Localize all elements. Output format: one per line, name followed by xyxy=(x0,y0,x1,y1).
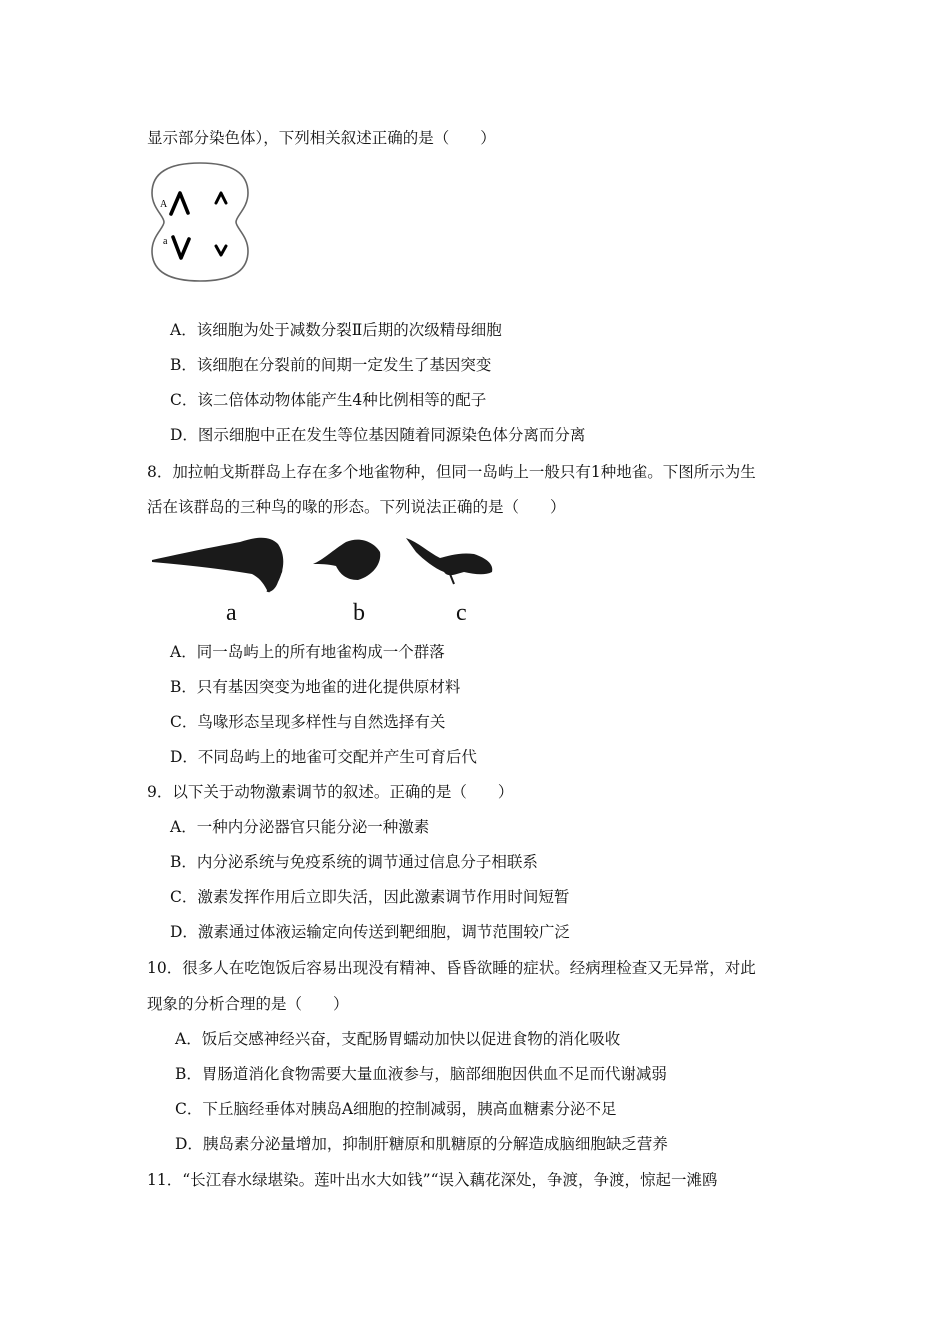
q9-option-b: B．内分泌系统与免疫系统的调节通过信息分子相联系 xyxy=(170,853,538,871)
chromosome-lower-right xyxy=(216,246,226,255)
q8-option-a: A．同一岛屿上的所有地雀构成一个群落 xyxy=(170,643,445,661)
beak-label-c: c xyxy=(456,600,467,626)
q8-option-b: B．只有基因突变为地雀的进化提供原材料 xyxy=(170,678,461,696)
allele-label-lower: a xyxy=(163,236,168,247)
chromosome-upper-left xyxy=(171,193,188,214)
q10-stem-line2: 现象的分析合理的是（ ） xyxy=(147,995,349,1013)
q8-stem-line2: 活在该群岛的三种鸟的喙的形态。下列说法正确的是（ ） xyxy=(147,498,566,516)
beak-a-image xyxy=(152,538,283,592)
q8-option-c: C．鸟喙形态呈现多样性与自然选择有关 xyxy=(170,713,446,731)
q10-option-d: D．胰岛素分泌量增加，抑制肝糖原和肌糖原的分解造成脑细胞缺乏营养 xyxy=(175,1135,668,1153)
q8-option-d: D．不同岛屿上的地雀可交配并产生可育后代 xyxy=(170,748,477,766)
q7-option-c: C．该二倍体动物体能产生4种比例相等的配子 xyxy=(170,391,487,409)
beak-label-a: a xyxy=(226,600,237,626)
q7-option-b: B．该细胞在分裂前的间期一定发生了基因突变 xyxy=(170,356,492,374)
q10-option-b: B．胃肠道消化食物需要大量血液参与，脑部细胞因供血不足而代谢减弱 xyxy=(175,1065,667,1083)
q7-option-d: D．图示细胞中正在发生等位基因随着同源染色体分离而分离 xyxy=(170,426,586,444)
q11-stem-line1: 11．“长江春水绿堪染。莲叶出水大如钱”“误入藕花深处，争渡，争渡，惊起一滩鸥 xyxy=(147,1171,718,1189)
q10-option-c: C．下丘脑经垂体对胰岛A细胞的控制减弱，胰高血糖素分泌不足 xyxy=(175,1100,617,1118)
beak-figure xyxy=(148,530,508,602)
q9-stem: 9．以下关于动物激素调节的叙述。正确的是（ ） xyxy=(147,783,514,801)
q10-stem-line1: 10．很多人在吃饱饭后容易出现没有精神、昏昏欲睡的症状。经病理检查又无异常，对此 xyxy=(147,959,756,977)
q7-stem-tail: 显示部分染色体），下列相关叙述正确的是（ ） xyxy=(147,129,496,147)
chromosome-lower-left xyxy=(173,237,189,258)
beak-c-image xyxy=(406,538,492,575)
q7-option-a: A．该细胞为处于减数分裂Ⅱ后期的次级精母细胞 xyxy=(170,321,502,339)
cell-division-figure xyxy=(148,160,253,284)
q9-option-d: D．激素通过体液运输定向传送到靶细胞，调节范围较广泛 xyxy=(170,923,570,941)
beak-label-b: b xyxy=(353,600,365,626)
beak-b-image xyxy=(313,540,380,580)
q9-option-a: A．一种内分泌器官只能分泌一种激素 xyxy=(170,818,430,836)
q10-option-a: A．饭后交感神经兴奋，支配肠胃蠕动加快以促进食物的消化吸收 xyxy=(175,1030,621,1048)
q9-option-c: C．激素发挥作用后立即失活，因此激素调节作用时间短暂 xyxy=(170,888,570,906)
q8-stem-line1: 8．加拉帕戈斯群岛上存在多个地雀物种，但同一岛屿上一般只有1种地雀。下图所示为生 xyxy=(147,463,756,481)
chromosome-upper-right xyxy=(216,193,226,203)
allele-label-upper: A xyxy=(160,199,168,210)
